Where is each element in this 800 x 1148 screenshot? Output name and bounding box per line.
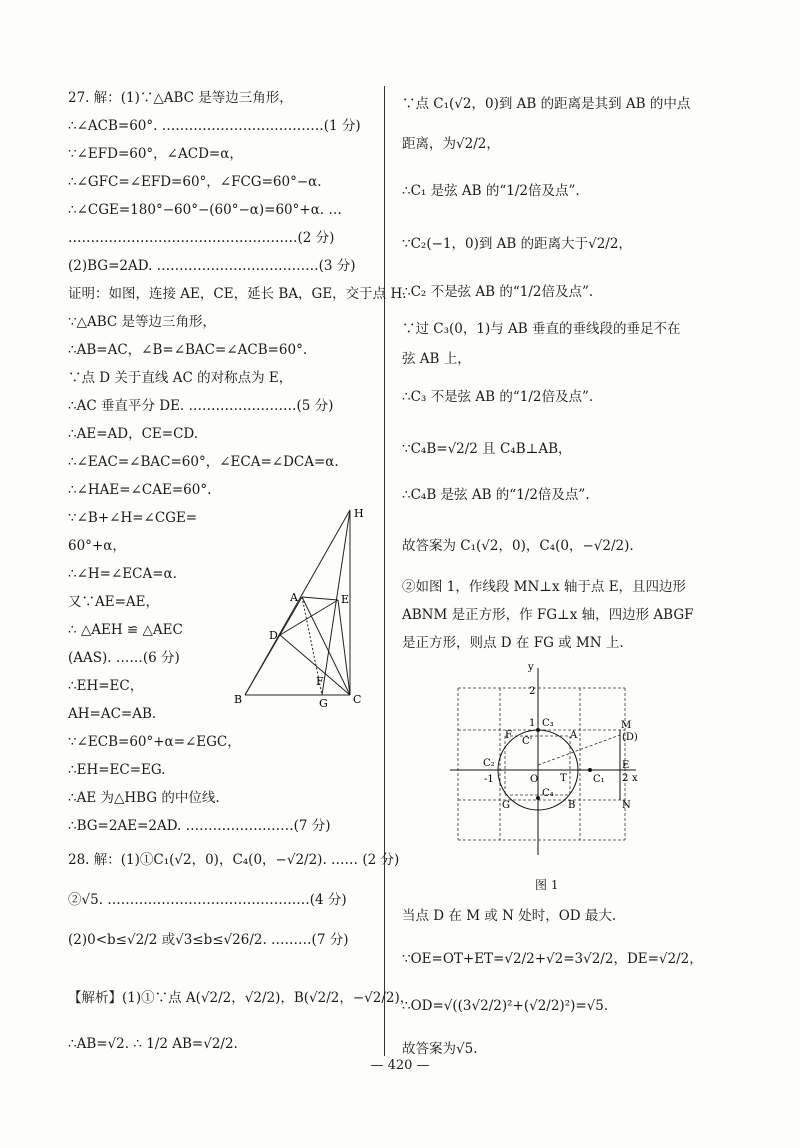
text-line: ∴∠GFC=∠EFD=60°，∠FCG=60°−α. [68,174,322,190]
text-line: ……………………………………………(2 分) [68,230,335,246]
tick-y-1: 1 [529,718,536,729]
column-divider [384,86,385,1056]
axis-x-label: x [632,773,638,784]
text-line: ②如图 1，作线段 MN⊥x 轴于点 E，且四边形 [402,579,687,595]
label-h: H [354,507,364,520]
label-g: G [502,800,510,811]
text-line: ∴∠CGE=180°−60°−(60°−α)=60°+α. … [68,202,342,218]
text-line: ∵OE=OT+ET=√2/2+√2=3√2/2，DE=√2/2， [402,951,703,967]
label-t: T [560,773,567,784]
text-line: ∵∠EFD=60°，∠ACD=α， [68,146,243,162]
label-a: A [570,730,578,741]
text-line: (2)BG=2AD. ………………………………(3 分) [68,258,356,274]
text-line: ∴∠ACB=60°. ………………………………(1 分) [68,118,361,134]
label-f: F [505,730,512,741]
text-line: 是正方形，则点 D 在 FG 或 MN 上. [402,635,624,651]
text-line: ∵C₄B=√2/2 且 C₄B⊥AB， [402,441,572,457]
label-c: C [353,693,362,706]
text-line: ∵△ABC 是等边三角形， [68,314,217,330]
text-line: ∴C₃ 不是弦 AB 的“1/2倍及点”. [402,389,594,405]
text-line: ∵∠ECB=60°+α=∠EGC， [68,734,241,750]
text-line: ∴AB=√2. ∴ 1/2 AB=√2/2. [68,1036,238,1052]
coordinate-figure-1 [450,660,640,860]
axis-y-label: y [528,662,534,673]
text-line: ∴AE 为△HBG 的中位线. [68,790,220,806]
label-c3: C₃ [542,718,554,729]
point-c4 [536,796,540,800]
figure-caption: 图 1 [535,878,559,892]
page-number: — 420 — [370,1058,430,1073]
text-line: ∵点 C₁(√2，0)到 AB 的距离是其到 AB 的中点 [402,96,691,112]
text-line: 60°+α， [68,538,126,554]
text-line: 故答案为√5. [402,1041,478,1057]
text-line: 距离，为√2/2， [402,136,500,152]
label-b: B [234,693,243,706]
text-line: 故答案为 C₁(√2，0)，C₄(0，−√2/2). [402,538,634,554]
text-line: ∴AC 垂直平分 DE. ……………………(5 分) [68,398,334,414]
text-line: 证明：如图，连接 AE，CE，延长 BA，GE，交于点 H. [68,286,407,302]
text-line: 【解析】(1)①∵点 A(√2/2，√2/2)，B(√2/2，−√2/2)， [68,990,414,1006]
tick-x-2: 2 [622,773,629,784]
text-line: 当点 D 在 M 或 N 处时，OD 最大. [402,908,617,924]
text-line: ∴C₁ 是弦 AB 的“1/2倍及点”. [402,183,580,199]
label-e: E [341,593,350,606]
text-line: ②√5. ………………………………………(4 分) [68,892,347,908]
text-line: ∴∠H=∠ECA=α. [68,566,177,582]
text-line: ∴OD=√((3√2/2)²+(√2/2)²)=√5. [402,998,609,1014]
text-line: ABNM 是正方形，作 FG⊥x 轴，四边形 ABGF [402,607,694,623]
label-g: G [319,697,328,710]
label-n: N [622,800,631,811]
text-line: 27. 解：(1)∵△ABC 是等边三角形， [68,90,293,106]
text-line: ∴ △AEH ≌ △AEC [68,622,183,638]
label-c-prime: C' [522,736,533,747]
label-m: M [621,720,632,731]
text-line: (2)0<b≤√2/2 或√3≤b≤√26/2. ………(7 分) [68,932,349,948]
label-c1: C₁ [593,774,605,785]
text-line: ∵过 C₃(0，1)与 AB 垂直的垂线段的垂足不在 [402,321,681,337]
text-line: (AAS). ……(6 分) [68,650,180,666]
label-e: E [622,760,630,771]
geometry-triangle-figure [230,505,370,710]
label-c4: C₄ [542,788,554,799]
text-line: ∴C₄B 是弦 AB 的“1/2倍及点”. [402,487,590,503]
label-o: O [530,774,539,785]
text-line: 又∵AE=AE， [68,594,160,610]
text-line: ∵∠B+∠H=∠CGE= [68,510,198,526]
text-line: ∵C₂(−1，0)到 AB 的距离大于√2/2， [402,236,632,252]
text-line: ∴EH=EC=EG. [68,762,166,778]
text-line: ∵点 D 关于直线 AC 的对称点为 E， [68,370,293,386]
text-line: ∴AE=AD，CE=CD. [68,426,199,442]
point-c1 [588,768,592,772]
text-line: 弦 AB 上， [402,351,471,367]
text-line: 28. 解：(1)①C₁(√2，0)，C₄(0，−√2/2). …… (2 分) [68,852,400,868]
text-line: ∴∠EAC=∠BAC=60°，∠ECA=∠DCA=α. [68,454,339,470]
text-line: ∴BG=2AE=2AD. ……………………(7 分) [68,818,331,834]
label-d: D [269,629,278,642]
text-line: ∴∠HAE=∠CAE=60°. [68,482,212,498]
label-d: (D) [622,732,638,743]
label-b: B [568,800,576,811]
text-line: ∴AB=AC，∠B=∠BAC=∠ACB=60°. [68,342,308,358]
text-line: AH=AC=AB. [68,706,157,722]
label-f: F [316,675,324,688]
label-a: A [290,591,298,604]
tick-x-neg1: -1 [484,774,494,785]
text-line: ∴EH=EC， [68,678,144,694]
point-c3 [536,728,540,732]
label-c2: C₂ [483,758,495,769]
tick-y-2: 2 [529,686,536,697]
text-line: ∴C₂ 不是弦 AB 的“1/2倍及点”. [402,284,594,300]
